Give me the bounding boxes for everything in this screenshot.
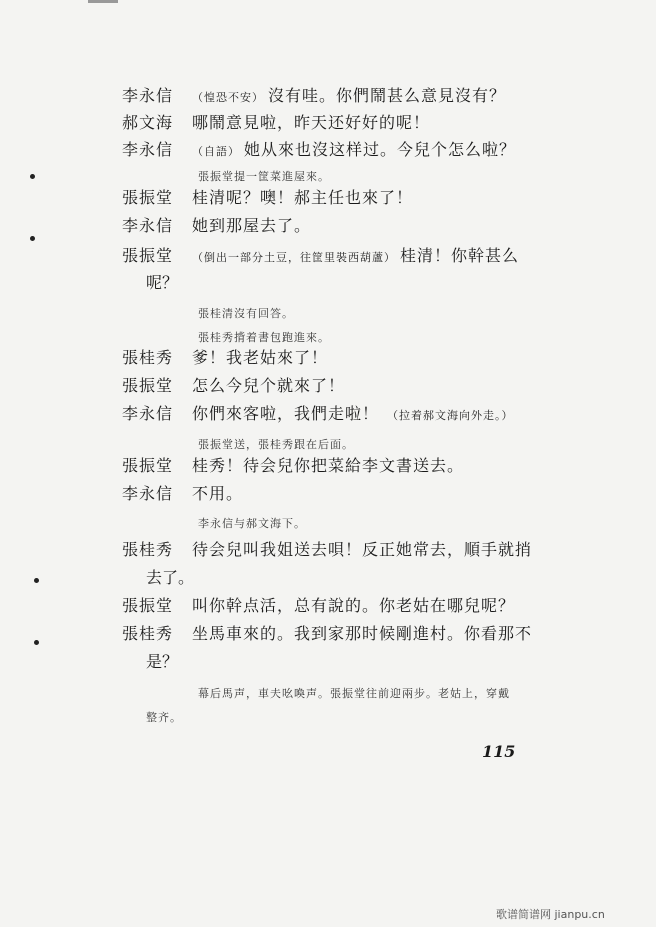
dialogue-line — [192, 406, 518, 422]
speaker-name: 張振堂 — [122, 456, 174, 475]
speaker-name: 張振堂 — [122, 246, 174, 265]
speaker-name: 張振堂 — [122, 376, 174, 395]
speaker-name: 張桂秀 — [122, 540, 174, 559]
stage-parenthetical: （拉着郝文海向外走。） — [387, 409, 514, 422]
speaker-name: 郝文海 — [122, 113, 174, 132]
continuation-line: 呢？ — [146, 273, 179, 292]
dialogue-text: 叫你幹点活，总有說的。你老姑在哪兒呢？ — [192, 596, 516, 615]
continuation-line: 是？ — [146, 652, 179, 671]
dialogue-text: 怎么今兒个就來了！ — [192, 376, 346, 395]
dialogue-text: 哪鬧意見啦，昨天还好好的呢！ — [192, 113, 431, 132]
speaker-name: 張振堂 — [122, 596, 174, 615]
speaker-name: 張桂秀 — [122, 348, 174, 367]
stage-parenthetical: （惶恐不安） — [192, 91, 264, 104]
stage-direction: 幕后馬声，車夫吆喚声。張振堂往前迎兩步。老姑上，穿戴 — [198, 687, 510, 700]
speaker-name: 張振堂 — [122, 188, 174, 207]
dialogue-text: 她到那屋去了。 — [192, 216, 312, 235]
speaker-name: 李永信 — [122, 404, 174, 423]
margin-mark — [30, 174, 35, 179]
scan-smudge — [88, 0, 118, 3]
stage-direction: 張振堂送，張桂秀跟在后面。 — [198, 438, 354, 451]
stage-direction: 李永信与郝文海下。 — [198, 517, 306, 530]
dialogue-line — [192, 486, 243, 502]
page-number: 115 — [482, 742, 516, 761]
dialogue-line — [192, 626, 532, 642]
dialogue-line — [192, 190, 413, 206]
dialogue-line — [192, 115, 430, 131]
dialogue-line — [192, 458, 464, 474]
dialogue-text: 你們來客啦，我們走啦！ — [192, 404, 380, 423]
dialogue-text: 沒有哇。你們鬧甚么意見沒有？ — [268, 86, 507, 105]
margin-mark — [30, 236, 35, 241]
continuation-line: 整齐。 — [146, 711, 182, 724]
speaker-name: 李永信 — [122, 484, 174, 503]
watermark: 歌谱简谱网 jianpu.cn — [496, 908, 605, 921]
stage-parenthetical: （自語） — [192, 145, 240, 158]
dialogue-text: 桂清呢？噢！郝主任也來了！ — [192, 188, 414, 207]
stage-direction: 張桂清沒有回答。 — [198, 307, 294, 320]
speaker-name: 李永信 — [122, 86, 174, 105]
dialogue-line — [192, 88, 506, 104]
dialogue-text: 桂秀！待会兒你把菜給李文書送去。 — [192, 456, 465, 475]
dialogue-line — [192, 248, 519, 264]
dialogue-line — [192, 218, 311, 234]
dialogue-text: 不用。 — [192, 484, 244, 503]
dialogue-text: 爹！我老姑來了！ — [192, 348, 329, 367]
continuation-line: 去了。 — [146, 568, 195, 587]
stage-direction: 張桂秀揹着書包跑進來。 — [198, 331, 330, 344]
margin-mark — [34, 640, 39, 645]
stage-parenthetical: （倒出一部分土豆，往筐里裝西葫蘆） — [192, 251, 396, 264]
margin-mark — [34, 578, 39, 583]
dialogue-line — [192, 598, 515, 614]
dialogue-line — [192, 350, 328, 366]
dialogue-line — [192, 142, 516, 158]
dialogue-text: 她从來也沒这样过。今兒个怎么啦？ — [244, 140, 517, 159]
dialogue-line — [192, 542, 532, 558]
dialogue-line — [192, 378, 345, 394]
stage-direction: 張振堂提一筐菜進屋來。 — [198, 170, 330, 183]
speaker-name: 李永信 — [122, 216, 174, 235]
dialogue-text: 坐馬車來的。我到家那时候剛進村。你看那不 — [192, 624, 533, 643]
dialogue-text: 桂清！你幹甚么 — [400, 246, 520, 265]
dialogue-text: 待会兒叫我姐送去唄！反正她常去，順手就捎 — [192, 540, 533, 559]
speaker-name: 李永信 — [122, 140, 174, 159]
speaker-name: 張桂秀 — [122, 624, 174, 643]
